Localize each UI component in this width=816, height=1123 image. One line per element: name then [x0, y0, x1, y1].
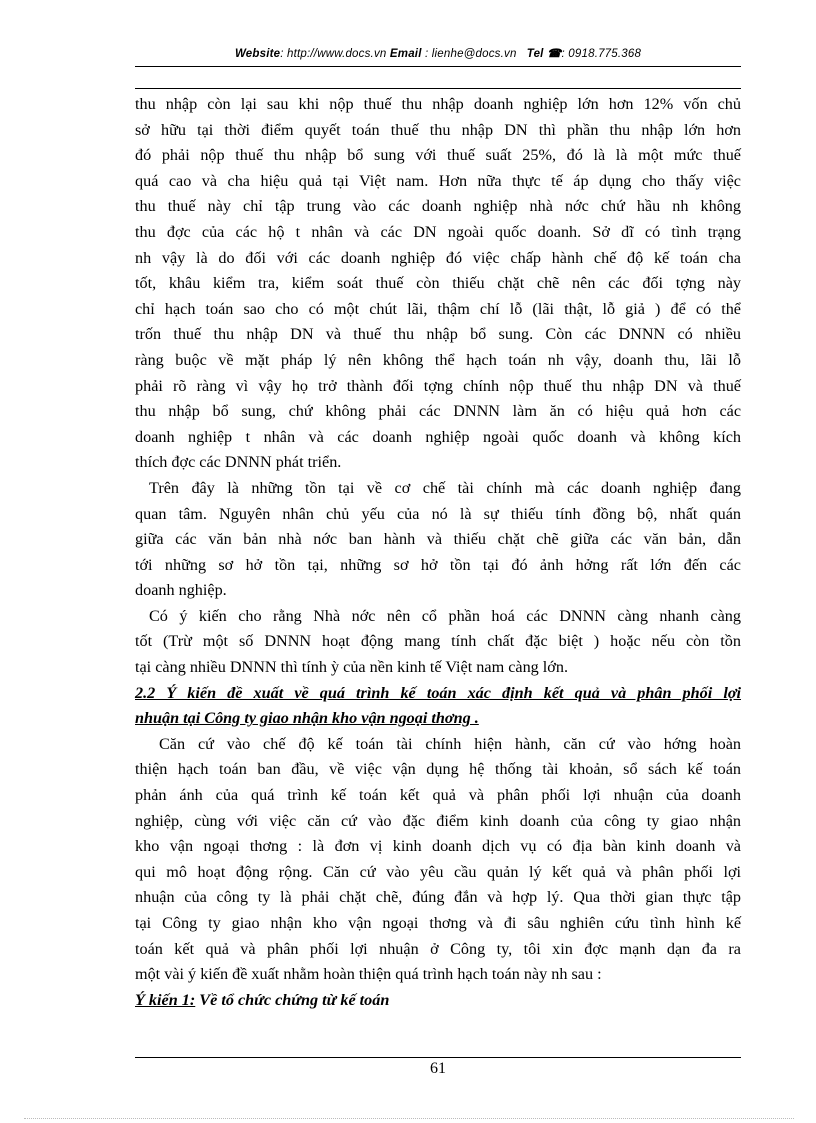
text-line: giữa các văn bản nhà nớc ban hành và thiếu chặt chẽ giữa các văn bản, dẫn [135, 530, 741, 549]
text-line: Căn cứ vào chế độ kế toán tài chính hiện hành, căn cứ vào hớng hoàn [159, 734, 741, 753]
text-line: Có ý kiến cho rằng Nhà nớc nên cổ phần hoá các DNNN càng nhanh càng [149, 606, 741, 625]
text-line: toán kết quả và phân phối lợi nhuận ở Công ty, tôi xin đợc mạnh dạn đa ra [135, 939, 741, 958]
text-line: kho vận ngoại thơng : là đơn vị kinh doanh dịch vụ có địa bàn kinh doanh và [135, 837, 741, 856]
opinion-text: Về tổ chức chứng từ kế toán [195, 990, 390, 1009]
email-label: Email [389, 48, 422, 60]
text-line: tốt (Trừ một số DNNN hoạt động mang tính chất đặc biệt ) hoặc nếu còn tồn [135, 632, 741, 651]
paragraph-4 [135, 732, 741, 988]
opinion-label: Ý kiến 1: [135, 990, 196, 1009]
text-line: tại Công ty giao nhận kho vận ngoại thơng và đi sâu nghiên cứu tình hình kế [135, 914, 741, 932]
phone-icon: ☎ [546, 48, 562, 60]
text-line: thích đợc các DNNN phát triển. [135, 453, 342, 472]
heading-line: 2.2 Ý kiến đề xuất về quá trình kế toán xác định kết quả và phân phối lợi [135, 683, 741, 702]
page-edge-divider [24, 1118, 794, 1119]
text-line: đó phải nộp thuế thu nhập bổ sung với thuế suất 25%, đó là là một mức thuế [135, 146, 741, 165]
text-line: chỉ hạch toán sao cho có một chút lãi, thậm chí lỗ (lãi thật, lỗ giả ) để có thể [135, 299, 741, 318]
opinion-heading [135, 988, 741, 1014]
text-line: qui mô hoạt động rộng. Căn cứ vào yêu cầu quản lý kết quả và phân phối lợi [135, 862, 741, 881]
text-line: ràng buộc về mặt pháp lý nên không thể hạch toán nh vậy, doanh thu, lãi lỗ [135, 350, 741, 369]
text-line: Trên đây là những tồn tại về cơ chế tài chính mà các doanh nghiệp đang [149, 478, 741, 497]
text-line: doanh nghiệp. [135, 581, 227, 600]
text-line: thu thuế này chỉ tập trung vào các doanh nghiệp nhà nớc chứ hầu nh không [135, 197, 741, 216]
text-line: phải rõ ràng vì vậy họ trở thành đối tợng chính nộp thuế thu nhập DN và thuế [135, 376, 741, 395]
text-line: quá cao và cha hiệu quả tại Việt nam. Hơn nữa thực tế áp dụng cho thấy việc [135, 171, 741, 190]
text-line: thu đợc của các hộ t nhân và các DN ngoài quốc doanh. Sở dĩ có tình trạng [135, 222, 741, 241]
text-line: tại càng nhiều DNNN thì tính ỳ của nền kinh tế Việt nam càng lớn. [135, 658, 569, 677]
text-line: nh vậy là do đối với các doanh nghiệp đó việc chấp hành chế độ kế toán cha [135, 248, 741, 267]
tel-value: : 0918.775.368 [561, 48, 642, 60]
text-line: tới những sơ hở tồn tại, những sơ hở tồn tại đó ảnh hởng rất lớn đến các [135, 555, 741, 574]
text-line: thu nhập bổ sung, chứ không phải các DNNN làm ăn có hiệu quả hơn các [135, 402, 741, 421]
tel-label: Tel [526, 48, 544, 60]
text-line: nghiệp, cùng với việc căn cứ vào đặc điểm kinh doanh của công ty giao nhận [135, 811, 741, 830]
text-line: thu nhập còn lại sau khi nộp thuế thu nhập doanh nghiệp lớn hơn 12% vốn chủ [135, 95, 741, 113]
header-rule-lower [135, 88, 741, 89]
page-header [135, 46, 741, 60]
email-value: : lienhe@docs.vn [421, 48, 517, 60]
paragraph-2 [135, 476, 741, 604]
paragraph-3 [135, 604, 741, 681]
text-line: trốn thuế thu nhập DN và thuế thu nhập bổ sung. Còn các DNNN có nhiều [135, 325, 741, 344]
text-line: tốt, khâu kiểm tra, kiểm soát thuế còn thiếu chặt chẽ nên các đối tợng này [135, 274, 741, 293]
page-number: 61 [430, 1060, 446, 1077]
text-line: phản ánh của quá trình kế toán kết quả và phân phối lợi nhuận của doanh [135, 786, 741, 805]
text-line: một vài ý kiến đề xuất nhằm hoàn thiện quá trình hạch toán này nh sau : [135, 965, 602, 984]
website-value: : http://www.docs.vn [280, 48, 387, 60]
text-line: doanh nghiệp t nhân và các doanh nghiệp ngoài quốc doanh và không kích [135, 427, 741, 446]
heading-line: nhuận tại Công ty giao nhận kho vận ngoại thơng . [135, 709, 479, 728]
text-line: nhuận của công ty là phải chặt chẽ, đúng đắn và hợp lý. Qua thời gian thực tập [135, 888, 741, 907]
body-text [135, 92, 741, 1013]
website-label: Website [234, 48, 281, 60]
text-line: sở hữu tại thời điểm quyết toán thuế thu nhập DN thì phần thu nhập lớn hơn [135, 120, 741, 139]
text-line: thiện hạch toán ban đầu, về việc vận dụng hệ thống tài khoản, sổ sách kế toán [135, 760, 741, 779]
header-rule [135, 66, 741, 67]
text-line: quan tâm. Nguyên nhân chủ yếu của nó là sự thiếu tính đồng bộ, nhất quán [135, 504, 741, 523]
section-heading [135, 681, 741, 732]
paragraph-1 [135, 92, 741, 476]
footer-rule [135, 1057, 741, 1058]
